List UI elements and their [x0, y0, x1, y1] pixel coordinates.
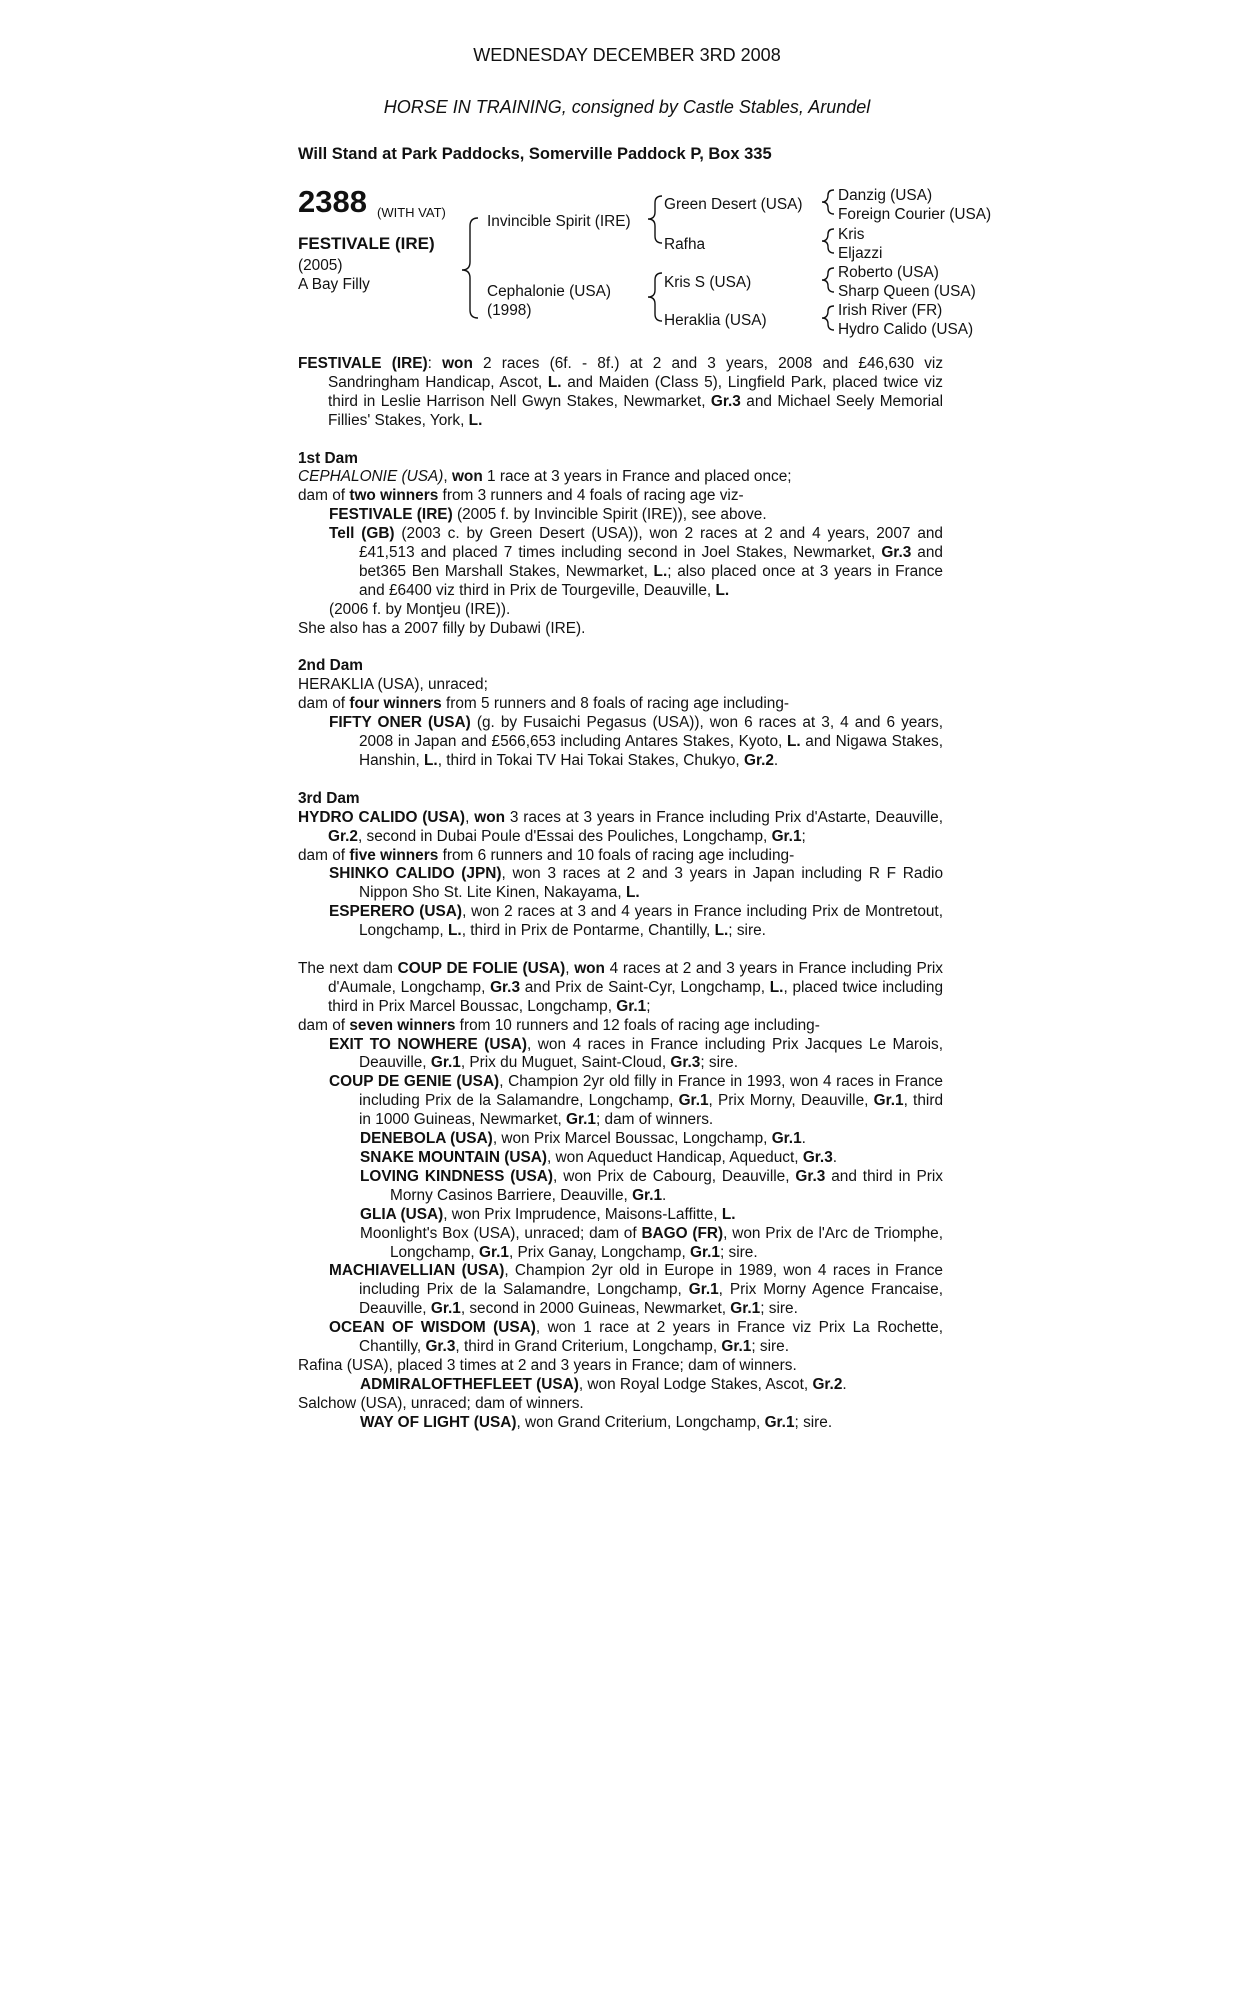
next-dam-grandfoal: WAY OF LIGHT (USA), won Grand Criterium, Longchamp, Gr.1; sire. — [360, 1413, 833, 1431]
next-dam-grandfoal: DENEBOLA (USA), won Prix Marcel Boussac, Longchamp, Gr.1. — [360, 1130, 806, 1148]
next-dam-grandfoal: GLIA (USA), won Prix Imprudence, Maisons-Laffitte, L. — [360, 1205, 736, 1223]
next-dam-grandfoal: Moonlight's Box (USA), unraced; dam of BAGO (FR), won Prix de l'Arc de Triomphe, Longchamp, Gr.1, Prix Ganay, Longchamp, Gr.1; sire. — [360, 1224, 943, 1261]
next-dam-foal: MACHIAVELLIAN (USA), Champion 2yr old in Europe in 1989, won 4 races in France including Prix de la Salamandre, Longchamp, Gr.1, Prix Morny Agence Francaise, Deauville, Gr.1, second in 2000 Guineas, Newmarket, Gr.1; sire. — [329, 1262, 943, 1318]
first-dam-also: She also has a 2007 filly by Dubawi (IRE). — [298, 619, 586, 637]
horse-summary: FESTIVALE (IRE): won 2 races (6f. - 8f.) at 2 and 3 years, 2008 and £46,630 viz Sandringham Handicap, Ascot, L. and Maiden (Class 5), Lingfield Park, placed twice viz third in Leslie Harrison Nell Gwyn Stakes, Newmarket, Gr.3 and Michael Seely Memorial Fillies' Stakes, York, L. — [298, 355, 944, 429]
pedigree-sire-dam: Rafha — [664, 236, 706, 253]
first-dam-line: CEPHALONIE (USA), won 1 race at 3 years in France and placed once; — [298, 468, 792, 486]
pedigree-braces — [0, 0, 1254, 360]
horse-description: A Bay Filly — [298, 276, 370, 293]
pedigree-ddd: Hydro Calido (USA) — [838, 321, 974, 338]
horse-year: (2005) — [298, 257, 343, 274]
pedigree-dam: Cephalonie (USA) — [487, 283, 612, 300]
first-dam-foal: FESTIVALE (IRE) (2005 f. by Invincible Spirit (IRE)), see above. — [329, 506, 767, 524]
third-dam-produce: dam of five winners from 6 runners and 10 foals of racing age including- — [298, 846, 795, 864]
pedigree-sds: Kris — [838, 226, 865, 243]
next-dam-grandfoal: SNAKE MOUNTAIN (USA), won Aqueduct Handicap, Aqueduct, Gr.3. — [360, 1149, 838, 1166]
horse-name: FESTIVALE (IRE) — [298, 234, 435, 253]
sale-date: WEDNESDAY DECEMBER 3RD 2008 — [473, 45, 781, 65]
catalogue-text — [298, 355, 943, 1433]
next-dam-produce: dam of seven winners from 10 runners and 12 foals of racing age including- — [298, 1016, 820, 1034]
first-dam-foal: Tell (GB) (2003 c. by Green Desert (USA)), won 2 races at 2 and 4 years, 2007 and £41,513 and placed 7 times including second in Joel Stakes, Newmarket, Gr.3 and bet365 Ben Marshall Stakes, Newmarket, L.; also placed once at 3 years in France and £6400 viz third in Prix de Tourgeville, Deauville, L. — [329, 525, 943, 599]
next-dam-foal: EXIT TO NOWHERE (USA), won 4 races in France including Prix Jacques Le Marois, Deauville, Gr.1, Prix du Muguet, Saint-Cloud, Gr.3; sire. — [329, 1035, 943, 1072]
pedigree-dss: Roberto (USA) — [838, 264, 939, 281]
next-dam-foal: OCEAN OF WISDOM (USA), won 1 race at 2 years in France viz Prix La Rochette, Chantilly, Gr.3, third in Grand Criterium, Longchamp, Gr.1; sire. — [329, 1319, 943, 1356]
pedigree-dam-year: (1998) — [487, 302, 532, 319]
next-dam-grandfoal: ADMIRALOFTHEFLEET (USA), won Royal Lodge Stakes, Ascot, Gr.2. — [360, 1375, 847, 1393]
next-dam-foal: Salchow (USA), unraced; dam of winners. — [298, 1394, 584, 1412]
third-dam-foal: SHINKO CALIDO (JPN), won 3 races at 2 and 3 years in Japan including R F Radio Nippon Sho St. Lite Kinen, Nakayama, L. — [329, 865, 944, 902]
pedigree-dam-sire: Kris S (USA) — [664, 274, 752, 291]
pedigree-dds: Irish River (FR) — [838, 302, 943, 319]
stand-location: Will Stand at Park Paddocks, Somerville Paddock P, Box 335 — [298, 145, 772, 163]
second-dam-produce: dam of four winners from 5 runners and 8 foals of racing age including- — [298, 695, 790, 713]
first-dam-foal: (2006 f. by Montjeu (IRE)). — [329, 600, 511, 618]
pedigree-dam-dam: Heraklia (USA) — [664, 312, 767, 329]
third-dam-foal: ESPERERO (USA), won 2 races at 3 and 4 years in France including Prix de Montretout, Longchamp, L., third in Prix de Pontarme, Chantilly, L.; sire. — [329, 903, 943, 940]
next-dam-foal: Rafina (USA), placed 3 times at 2 and 3 years in France; dam of winners. — [298, 1356, 797, 1374]
vat-note: (WITH VAT) — [377, 205, 446, 220]
pedigree-sire: Invincible Spirit (IRE) — [487, 213, 631, 230]
pedigree-dsd: Sharp Queen (USA) — [838, 283, 976, 300]
next-dam-line: The next dam COUP DE FOLIE (USA), won 4 races at 2 and 3 years in France including Prix d'Aumale, Longchamp, Gr.3 and Prix de Saint-Cyr, Longchamp, L., placed twice including third in Prix Marcel Boussac, Longchamp, Gr.1; — [298, 959, 944, 1015]
third-dam-heading: 3rd Dam — [298, 789, 360, 807]
second-dam-heading: 2nd Dam — [298, 657, 363, 675]
lot-number: 2388 — [298, 184, 367, 219]
pedigree-sdd: Eljazzi — [838, 245, 883, 262]
consignment-line: HORSE IN TRAINING, consigned by Castle Stables, Arundel — [383, 97, 871, 117]
next-dam-grandfoal: LOVING KINDNESS (USA), won Prix de Cabourg, Deauville, Gr.3 and third in Prix Morny Casinos Barriere, Deauville, Gr.1. — [360, 1167, 943, 1204]
pedigree-ssd: Foreign Courier (USA) — [838, 206, 992, 223]
second-dam-line: HERAKLIA (USA), unraced; — [298, 676, 488, 694]
first-dam-heading: 1st Dam — [298, 449, 358, 467]
third-dam-line: HYDRO CALIDO (USA), won 3 races at 3 years in France including Prix d'Astarte, Deauville, Gr.2, second in Dubai Poule d'Essai des Pouliches, Longchamp, Gr.1; — [298, 808, 944, 845]
second-dam-foal: FIFTY ONER (USA) (g. by Fusaichi Pegasus (USA)), won 6 races at 3, 4 and 6 years, 2008 in Japan and £566,653 including Antares Stakes, Kyoto, L. and Nigawa Stakes, Hanshin, L., third in Tokai TV Hai Tokai Stakes, Chukyo, Gr.2. — [329, 714, 943, 769]
first-dam-produce: dam of two winners from 3 runners and 4 foals of racing age viz- — [298, 487, 744, 505]
next-dam-foal: COUP DE GENIE (USA), Champion 2yr old filly in France in 1993, won 4 races in France including Prix de la Salamandre, Longchamp, Gr.1, Prix Morny, Deauville, Gr.1, third in 1000 Guineas, Newmarket, Gr.1; dam of winners. — [329, 1073, 944, 1129]
pedigree-sss: Danzig (USA) — [838, 187, 933, 204]
pedigree-sire-sire: Green Desert (USA) — [664, 196, 803, 213]
